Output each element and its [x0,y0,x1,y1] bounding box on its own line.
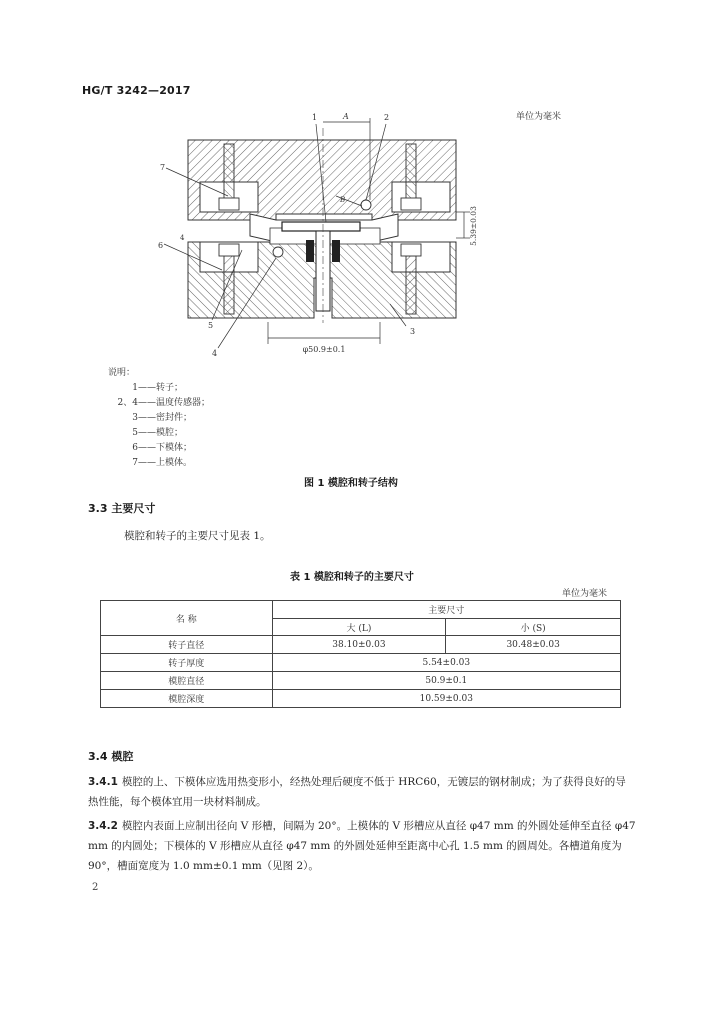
callout-4b: 4 [180,234,185,242]
col-header-dims: 主要尺寸 [272,601,620,619]
diameter-dim-label: φ50.9±0.1 [302,345,346,354]
legend-item: 3——密封件； [132,413,193,423]
thickness-dim-label: 5.39±0.03 [469,206,478,246]
callout-2: 2 [384,113,390,122]
section-heading-3-4: 3.4 模腔 [88,750,134,763]
callout-3: 3 [410,327,416,336]
table-unit-note: 单位为毫米 [562,589,608,599]
section-heading-3-3: 3.3 主要尺寸 [88,502,156,515]
figure-unit-note: 单位为毫米 [516,112,562,122]
paragraph-3-4-2 [88,816,636,876]
legend-item: 1——转子； [132,383,184,393]
standard-code: HG/T 3242—2017 [82,84,191,97]
clause-number: 3.4.1 [88,776,118,788]
dim-a-label: A [343,112,349,121]
col-header-name: 名 称 [101,601,273,636]
callout-4: 4 [212,349,218,358]
table-row [101,654,621,672]
table-row [101,690,621,708]
legend-title: 说明： [108,368,136,378]
col-header-small: 小 (S) [446,619,621,636]
callout-6: 6 [158,241,164,250]
table-header-row [101,601,621,619]
page-number: 2 [92,882,99,893]
figure-legend [108,366,210,471]
callout-5: 5 [208,321,214,330]
dim-b-label: B [340,196,346,204]
paragraph-3-4-1 [88,772,636,812]
clause-number: 3.4.2 [88,820,118,832]
row-small: 30.48±0.03 [446,636,621,654]
legend-item: 6——下模体； [132,443,193,453]
row-value: 10.59±0.03 [272,690,620,708]
callout-7: 7 [160,163,166,172]
row-name: 转子厚度 [101,654,273,672]
row-name: 模腔直径 [101,672,273,690]
col-header-large: 大 (L) [272,619,446,636]
section-3-3-text: 模腔和转子的主要尺寸见表 1。 [124,530,271,542]
table-row [101,672,621,690]
dimensions-table [100,600,621,708]
clause-text: 模腔的上、下模体应选用热变形小，经热处理后硬度不低于 HRC60，无镀层的钢材制成；为了获得良好的导热性能，每个模体宜用一块材料制成。 [88,776,626,808]
row-name: 转子直径 [101,636,273,654]
row-name: 模腔深度 [101,690,273,708]
mold-cavity-rotor-drawing [100,108,520,370]
callout-1: 1 [312,113,318,122]
legend-item: 2、4——温度传感器； [117,398,211,408]
clause-text: 模腔内表面上应制出径向 V 形槽，间隔为 20°。上模体的 V 形槽应从直径 φ47 mm 的外圆处延伸至直径 φ47 mm 的内圆处；下模体的 V 形槽应从直径 φ47 mm 的外圆处延伸至距离中心孔 1.5 mm 的圆周处。各槽道角度为 90°，槽面宽度为 1.0 mm±0.1 mm（见图 2）。 [88,820,636,872]
legend-item: 7——上模体。 [132,458,193,468]
row-large: 38.10±0.03 [272,636,446,654]
row-value: 5.54±0.03 [272,654,620,672]
legend-item: 5——模腔； [132,428,184,438]
row-value: 50.9±0.1 [272,672,620,690]
figure-caption: 图 1 模腔和转子结构 [304,478,398,489]
table-row [101,636,621,654]
table-title: 表 1 模腔和转子的主要尺寸 [290,572,414,583]
